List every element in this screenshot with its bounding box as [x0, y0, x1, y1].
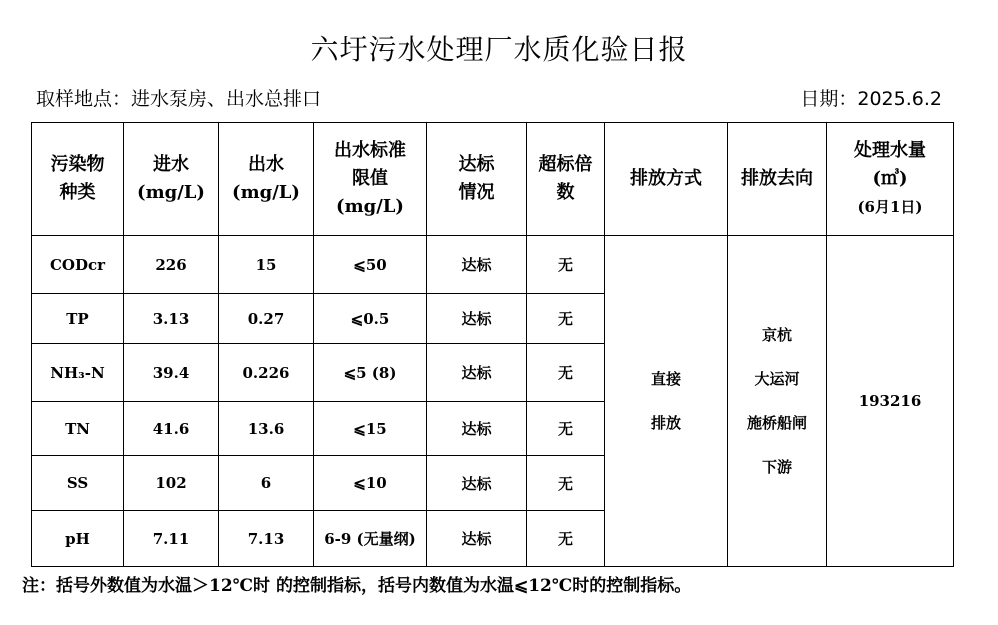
cell-pollutant: SS	[32, 456, 124, 511]
cell-inflow: 226	[124, 236, 219, 294]
cell-pollutant: CODcr	[32, 236, 124, 294]
cell-pollutant: TP	[32, 294, 124, 344]
cell-outflow: 7.13	[219, 511, 314, 567]
cell-compliance: 达标	[427, 402, 527, 456]
cell-compliance: 达标	[427, 236, 527, 294]
header-compliance: 达标 情况	[427, 123, 527, 236]
header-volume: 处理水量 (㎥) (6月1日)	[827, 123, 954, 236]
cell-inflow: 102	[124, 456, 219, 511]
cell-exceed: 无	[527, 402, 605, 456]
cell-outflow: 15	[219, 236, 314, 294]
header-exceed: 超标倍 数	[527, 123, 605, 236]
header-pollutant: 污染物 种类	[32, 123, 124, 236]
cell-outflow: 0.27	[219, 294, 314, 344]
header-discharge-method: 排放方式	[605, 123, 728, 236]
report-date: 日期：2025.6.2	[800, 88, 942, 110]
header-standard: 出水标准 限值 (mg/L)	[314, 123, 427, 236]
cell-discharge-method: 直接 排放	[605, 236, 728, 567]
cell-outflow: 13.6	[219, 402, 314, 456]
cell-inflow: 7.11	[124, 511, 219, 567]
cell-inflow: 39.4	[124, 344, 219, 402]
table-row	[32, 236, 954, 294]
header-outflow: 出水 (mg/L)	[219, 123, 314, 236]
cell-standard: 6-9 (无量纲)	[314, 511, 427, 567]
cell-standard: ⩽10	[314, 456, 427, 511]
cell-treated-volume: 193216	[827, 236, 954, 567]
cell-compliance: 达标	[427, 294, 527, 344]
cell-exceed: 无	[527, 456, 605, 511]
cell-standard: ⩽15	[314, 402, 427, 456]
header-discharge-destination: 排放去向	[728, 123, 827, 236]
header-row	[32, 123, 954, 236]
water-quality-table	[31, 122, 954, 567]
cell-exceed: 无	[527, 344, 605, 402]
cell-outflow: 6	[219, 456, 314, 511]
cell-compliance: 达标	[427, 456, 527, 511]
report-title: 六圩污水处理厂水质化验日报	[310, 33, 688, 66]
cell-discharge-destination: 京杭 大运河 施桥船闸 下游	[728, 236, 827, 567]
cell-exceed: 无	[527, 511, 605, 567]
cell-pollutant: pH	[32, 511, 124, 567]
header-inflow: 进水 (mg/L)	[124, 123, 219, 236]
cell-inflow: 41.6	[124, 402, 219, 456]
sampling-location: 取样地点：进水泵房、出水总排口	[36, 88, 322, 110]
cell-compliance: 达标	[427, 511, 527, 567]
cell-outflow: 0.226	[219, 344, 314, 402]
cell-exceed: 无	[527, 236, 605, 294]
cell-pollutant: NH₃-N	[32, 344, 124, 402]
cell-standard: ⩽0.5	[314, 294, 427, 344]
cell-compliance: 达标	[427, 344, 527, 402]
cell-pollutant: TN	[32, 402, 124, 456]
cell-inflow: 3.13	[124, 294, 219, 344]
footnote: 注：括号外数值为水温＞12℃时 的控制指标，括号内数值为水温⩽12℃时的控制指标。	[22, 576, 692, 596]
cell-standard: ⩽50	[314, 236, 427, 294]
cell-standard: ⩽5 (8)	[314, 344, 427, 402]
cell-exceed: 无	[527, 294, 605, 344]
